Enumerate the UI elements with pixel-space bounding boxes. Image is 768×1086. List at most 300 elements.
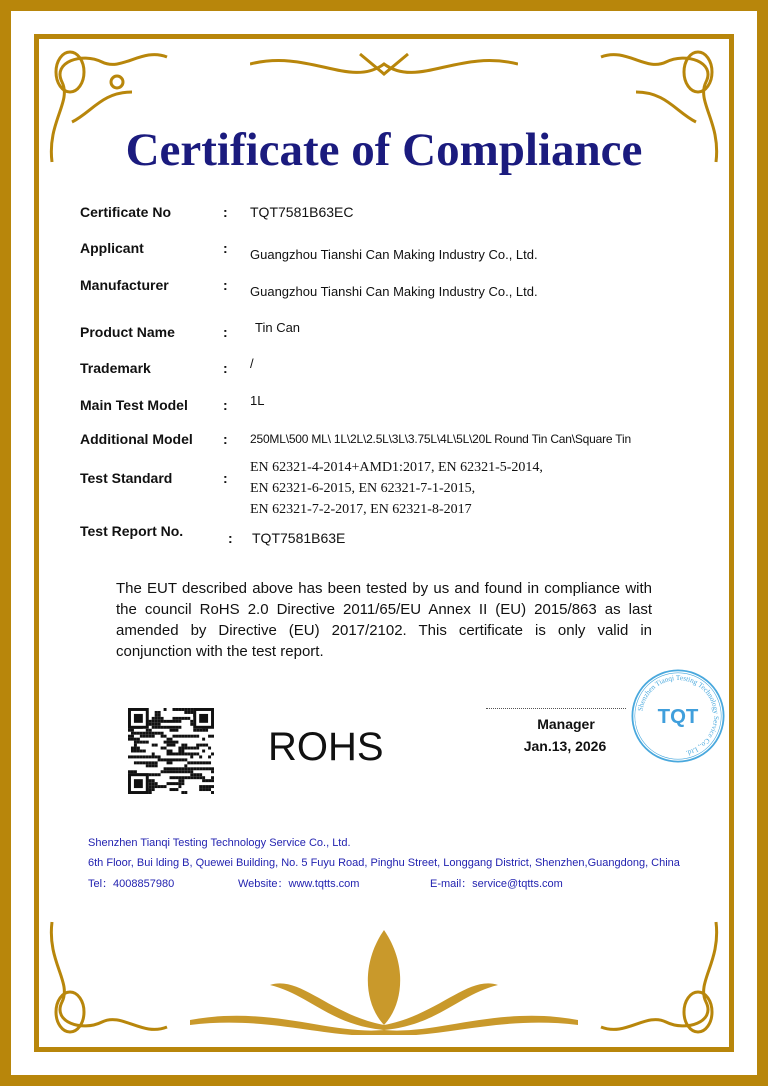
svg-text:TQT: TQT — [657, 706, 699, 729]
qr-module — [205, 785, 208, 788]
qr-module — [190, 767, 193, 770]
product-name-value: Tin Can — [255, 320, 301, 335]
qr-module — [146, 764, 149, 767]
qr-module — [172, 708, 175, 711]
qr-module — [190, 755, 193, 758]
qr-module — [199, 788, 202, 791]
qr-module — [155, 732, 158, 735]
qr-module — [181, 791, 184, 794]
qr-module — [152, 717, 155, 720]
qr-module — [184, 752, 187, 755]
qr-module — [193, 729, 196, 732]
qr-module — [170, 758, 173, 761]
qr-module — [131, 747, 134, 750]
qr-module — [164, 785, 167, 788]
colon: : — [223, 240, 228, 256]
svg-text:Shenzhen Tianqi Testing Techno: Shenzhen Tianqi Testing Technology Service Co., Ltd. — [636, 673, 721, 758]
qr-module — [190, 723, 193, 726]
qr-module — [149, 785, 152, 788]
qr-module — [167, 767, 170, 770]
qr-module — [161, 770, 164, 773]
qr-module — [187, 747, 190, 750]
qr-module — [175, 758, 178, 761]
qr-module — [184, 735, 187, 738]
qr-module — [131, 770, 134, 773]
qr-module — [152, 782, 155, 785]
qr-module — [199, 714, 208, 723]
qr-module — [184, 776, 187, 779]
qr-module — [199, 776, 202, 779]
qr-module — [211, 752, 214, 755]
qr-module — [190, 708, 193, 711]
qr-module — [164, 758, 167, 761]
qr-module — [178, 758, 181, 761]
qr-module — [149, 773, 152, 776]
qr-module — [187, 717, 190, 720]
test-standard-values — [250, 457, 543, 520]
qr-module — [172, 720, 175, 723]
colon: : — [223, 324, 228, 340]
qr-module — [143, 761, 146, 764]
qr-code[interactable] — [128, 708, 214, 794]
qr-module — [149, 761, 152, 764]
qr-module — [170, 752, 173, 755]
qr-module — [181, 782, 184, 785]
qr-module — [181, 708, 184, 711]
qr-module — [178, 767, 181, 770]
issue-date: Jan.13, 2026 — [523, 738, 607, 754]
qr-module — [172, 744, 175, 747]
test-standard-line: EN 62321-6-2015, EN 62321-7-1-2015, — [250, 481, 476, 496]
qr-module — [199, 761, 202, 764]
qr-module — [175, 729, 178, 732]
qr-module — [164, 741, 167, 744]
qr-module — [184, 767, 187, 770]
qr-module — [167, 758, 170, 761]
qr-module — [143, 750, 146, 753]
qr-module — [208, 767, 211, 770]
qr-module — [187, 752, 190, 755]
qr-module — [128, 738, 131, 741]
qr-module — [149, 720, 152, 723]
applicant-value: Guangzhou Tianshi Can Making Industry Co., Ltd. — [250, 247, 538, 262]
qr-module — [172, 752, 175, 755]
qr-module — [146, 729, 149, 732]
qr-module — [196, 776, 199, 779]
qr-module — [155, 755, 158, 758]
qr-module — [181, 717, 184, 720]
certificate-title: Certificate of Compliance — [125, 124, 643, 176]
qr-module — [167, 720, 170, 723]
qr-module — [193, 747, 196, 750]
qr-module — [184, 770, 187, 773]
qr-module — [134, 747, 137, 750]
qr-module — [175, 708, 178, 711]
qr-module — [152, 785, 155, 788]
colon: : — [223, 204, 228, 220]
qr-module — [131, 729, 134, 732]
qr-module — [211, 735, 214, 738]
qr-module — [202, 750, 205, 753]
qr-module — [158, 711, 161, 714]
applicant-label: Applicant — [80, 240, 144, 256]
qr-module — [196, 767, 199, 770]
qr-module — [199, 729, 202, 732]
certificate-no-value: TQT7581B63EC — [250, 204, 354, 220]
qr-module — [161, 758, 164, 761]
qr-module — [164, 726, 167, 729]
qr-module — [211, 767, 214, 770]
colon: : — [223, 277, 228, 293]
qr-module — [161, 720, 164, 723]
qr-module — [175, 720, 178, 723]
qr-module — [187, 767, 190, 770]
qr-module — [158, 720, 161, 723]
qr-module — [128, 770, 131, 773]
qr-module — [196, 735, 199, 738]
qr-module — [196, 752, 199, 755]
qr-module — [131, 750, 134, 753]
qr-module — [137, 741, 140, 744]
qr-module — [155, 723, 158, 726]
qr-module — [140, 761, 143, 764]
qr-module — [161, 732, 164, 735]
qr-module — [184, 758, 187, 761]
qr-module — [190, 720, 193, 723]
qr-module — [193, 761, 196, 764]
qr-module — [193, 767, 196, 770]
qr-module — [202, 788, 205, 791]
qr-module — [178, 779, 181, 782]
qr-module — [184, 764, 187, 767]
qr-module — [170, 726, 173, 729]
qr-module — [152, 732, 155, 735]
qr-module — [184, 717, 187, 720]
qr-module — [178, 735, 181, 738]
qr-module — [155, 773, 158, 776]
qr-module — [161, 717, 164, 720]
qr-module — [181, 779, 184, 782]
qr-module — [181, 752, 184, 755]
qr-module — [190, 747, 193, 750]
qr-module — [181, 776, 184, 779]
qr-module — [134, 761, 137, 764]
qr-module — [199, 755, 202, 758]
qr-module — [137, 761, 140, 764]
signatory-role: Manager — [537, 716, 595, 732]
trademark-value: / — [250, 356, 254, 371]
qr-module — [178, 747, 181, 750]
qr-module — [143, 735, 146, 738]
qr-module — [175, 770, 178, 773]
qr-module — [170, 770, 173, 773]
qr-module — [155, 761, 158, 764]
qr-module — [134, 770, 137, 773]
qr-module — [167, 752, 170, 755]
qr-module — [140, 732, 143, 735]
qr-module — [164, 735, 167, 738]
qr-module — [187, 776, 190, 779]
qr-module — [164, 720, 167, 723]
qr-module — [211, 785, 214, 788]
qr-module — [134, 732, 137, 735]
qr-module — [170, 729, 173, 732]
qr-module — [205, 767, 208, 770]
qr-module — [137, 747, 140, 750]
qr-module — [190, 735, 193, 738]
qr-module — [128, 729, 131, 732]
qr-module — [140, 735, 143, 738]
main-test-model-value: 1L — [250, 393, 265, 408]
qr-module — [164, 767, 167, 770]
bottom-center-ornament-icon — [190, 925, 578, 1035]
qr-module — [170, 750, 173, 753]
qr-module — [137, 732, 140, 735]
qr-module — [199, 767, 202, 770]
test-report-no-label: Test Report No. — [80, 523, 184, 539]
qr-module — [199, 785, 202, 788]
qr-module — [134, 744, 137, 747]
qr-module — [143, 755, 146, 758]
qr-module — [172, 726, 175, 729]
qr-module — [152, 744, 155, 747]
qr-module — [181, 758, 184, 761]
qr-module — [190, 773, 193, 776]
qr-module — [184, 744, 187, 747]
qr-module — [178, 770, 181, 773]
qr-module — [211, 776, 214, 779]
qr-module — [187, 711, 190, 714]
qr-module — [152, 788, 155, 791]
qr-module — [175, 788, 178, 791]
qr-module — [155, 726, 158, 729]
qr-module — [155, 782, 158, 785]
qr-module — [167, 738, 170, 741]
qr-module — [152, 735, 155, 738]
qr-module — [134, 750, 137, 753]
qr-module — [208, 761, 211, 764]
qr-module — [131, 735, 134, 738]
qr-module — [149, 788, 152, 791]
qr-module — [131, 732, 134, 735]
footer-email[interactable]: E-mail：service@tqtts.com — [430, 878, 563, 890]
qr-module — [178, 720, 181, 723]
qr-module — [172, 767, 175, 770]
qr-module — [143, 732, 146, 735]
qr-module — [202, 761, 205, 764]
qr-module — [155, 714, 158, 717]
qr-module — [175, 741, 178, 744]
qr-module — [167, 744, 170, 747]
qr-module — [149, 779, 152, 782]
qr-module — [149, 764, 152, 767]
colon: : — [223, 470, 228, 486]
qr-module — [158, 726, 161, 729]
qr-module — [196, 761, 199, 764]
footer-tel: Tel：4008857980 — [88, 878, 175, 890]
qr-module — [175, 752, 178, 755]
footer-company: Shenzhen Tianqi Testing Technology Service Co., Ltd. — [88, 837, 351, 849]
qr-module — [211, 791, 214, 794]
qr-module — [128, 735, 131, 738]
qr-module — [134, 741, 137, 744]
qr-module — [187, 735, 190, 738]
test-standard-line: EN 62321-7-2-2017, EN 62321-8-2017 — [250, 502, 472, 517]
qr-module — [149, 782, 152, 785]
product-name-label: Product Name — [80, 324, 175, 340]
qr-module — [196, 729, 199, 732]
qr-module — [211, 770, 214, 773]
qr-module — [137, 738, 140, 741]
qr-module — [175, 735, 178, 738]
qr-module — [149, 735, 152, 738]
qr-module — [172, 741, 175, 744]
test-standard-label: Test Standard — [80, 470, 173, 486]
qr-module — [199, 773, 202, 776]
qr-module — [134, 755, 137, 758]
qr-module — [170, 767, 173, 770]
qr-module — [134, 738, 137, 741]
qr-module — [208, 755, 211, 758]
footer-website[interactable]: Website：www.tqtts.com — [238, 878, 360, 890]
qr-module — [199, 744, 202, 747]
qr-module — [167, 726, 170, 729]
qr-module — [190, 770, 193, 773]
qr-module — [178, 726, 181, 729]
qr-module — [152, 752, 155, 755]
qr-module — [143, 741, 146, 744]
qr-module — [175, 782, 178, 785]
qr-module — [161, 735, 164, 738]
qr-module — [181, 747, 184, 750]
qr-module — [196, 773, 199, 776]
qr-module — [131, 738, 134, 741]
qr-module — [170, 744, 173, 747]
qr-module — [202, 767, 205, 770]
qr-module — [146, 755, 149, 758]
manufacturer-label: Manufacturer — [80, 277, 169, 293]
qr-module — [128, 755, 131, 758]
qr-module — [170, 776, 173, 779]
trademark-label: Trademark — [80, 360, 151, 376]
qr-module — [149, 723, 152, 726]
qr-module — [184, 747, 187, 750]
qr-module — [205, 729, 208, 732]
qr-module — [181, 767, 184, 770]
qr-module — [190, 776, 193, 779]
qr-module — [170, 741, 173, 744]
qr-module — [205, 788, 208, 791]
qr-module — [158, 773, 161, 776]
qr-module — [172, 758, 175, 761]
qr-module — [158, 732, 161, 735]
test-standard-line: EN 62321-4-2014+AMD1:2017, EN 62321-5-2014, — [250, 460, 543, 475]
qr-module — [155, 764, 158, 767]
qr-module — [172, 782, 175, 785]
qr-module — [137, 750, 140, 753]
colon: : — [223, 431, 228, 447]
qr-module — [152, 761, 155, 764]
qr-module — [175, 767, 178, 770]
manufacturer-value: Guangzhou Tianshi Can Making Industry Co., Ltd. — [250, 284, 538, 299]
qr-module — [172, 770, 175, 773]
qr-module — [205, 744, 208, 747]
qr-module — [131, 755, 134, 758]
qr-module — [187, 708, 190, 711]
qr-module — [134, 714, 143, 723]
qr-module — [172, 788, 175, 791]
qr-module — [196, 744, 199, 747]
qr-module — [178, 708, 181, 711]
qr-module — [167, 750, 170, 753]
colon: : — [223, 360, 228, 376]
qr-module — [155, 717, 158, 720]
qr-module — [167, 741, 170, 744]
qr-module — [167, 761, 170, 764]
qr-module — [172, 729, 175, 732]
qr-module — [161, 785, 164, 788]
qr-module — [149, 729, 152, 732]
qr-module — [170, 761, 173, 764]
qr-module — [152, 773, 155, 776]
qr-module — [152, 764, 155, 767]
qr-module — [155, 711, 158, 714]
qr-module — [155, 785, 158, 788]
rohs-mark: ROHS — [268, 725, 384, 769]
qr-module — [190, 711, 193, 714]
qr-module — [190, 752, 193, 755]
qr-module — [211, 779, 214, 782]
qr-module — [164, 747, 167, 750]
qr-module — [146, 761, 149, 764]
inner-gold-border — [34, 34, 734, 1052]
qr-module — [155, 744, 158, 747]
qr-module — [208, 747, 211, 750]
qr-module — [158, 714, 161, 717]
signature-line — [486, 708, 626, 709]
qr-module — [178, 782, 181, 785]
qr-module — [161, 747, 164, 750]
qr-module — [181, 735, 184, 738]
qr-module — [184, 791, 187, 794]
qr-module — [202, 776, 205, 779]
corner-ornament-icon — [42, 912, 172, 1042]
qr-module — [208, 788, 211, 791]
qr-module — [146, 732, 149, 735]
qr-module — [149, 755, 152, 758]
qr-module — [134, 779, 143, 788]
qr-module — [172, 717, 175, 720]
qr-module — [152, 726, 155, 729]
qr-module — [170, 782, 173, 785]
qr-module — [193, 773, 196, 776]
certificate-no-label: Certificate No — [80, 204, 172, 220]
qr-module — [175, 776, 178, 779]
qr-module — [202, 738, 205, 741]
qr-module — [170, 738, 173, 741]
qr-module — [178, 717, 181, 720]
qr-module — [152, 779, 155, 782]
qr-module — [193, 735, 196, 738]
qr-module — [175, 717, 178, 720]
qr-module — [172, 776, 175, 779]
qr-module — [181, 750, 184, 753]
qr-module — [208, 735, 211, 738]
qr-module — [164, 708, 167, 711]
qr-module — [187, 761, 190, 764]
qr-module — [172, 735, 175, 738]
qr-module — [187, 770, 190, 773]
